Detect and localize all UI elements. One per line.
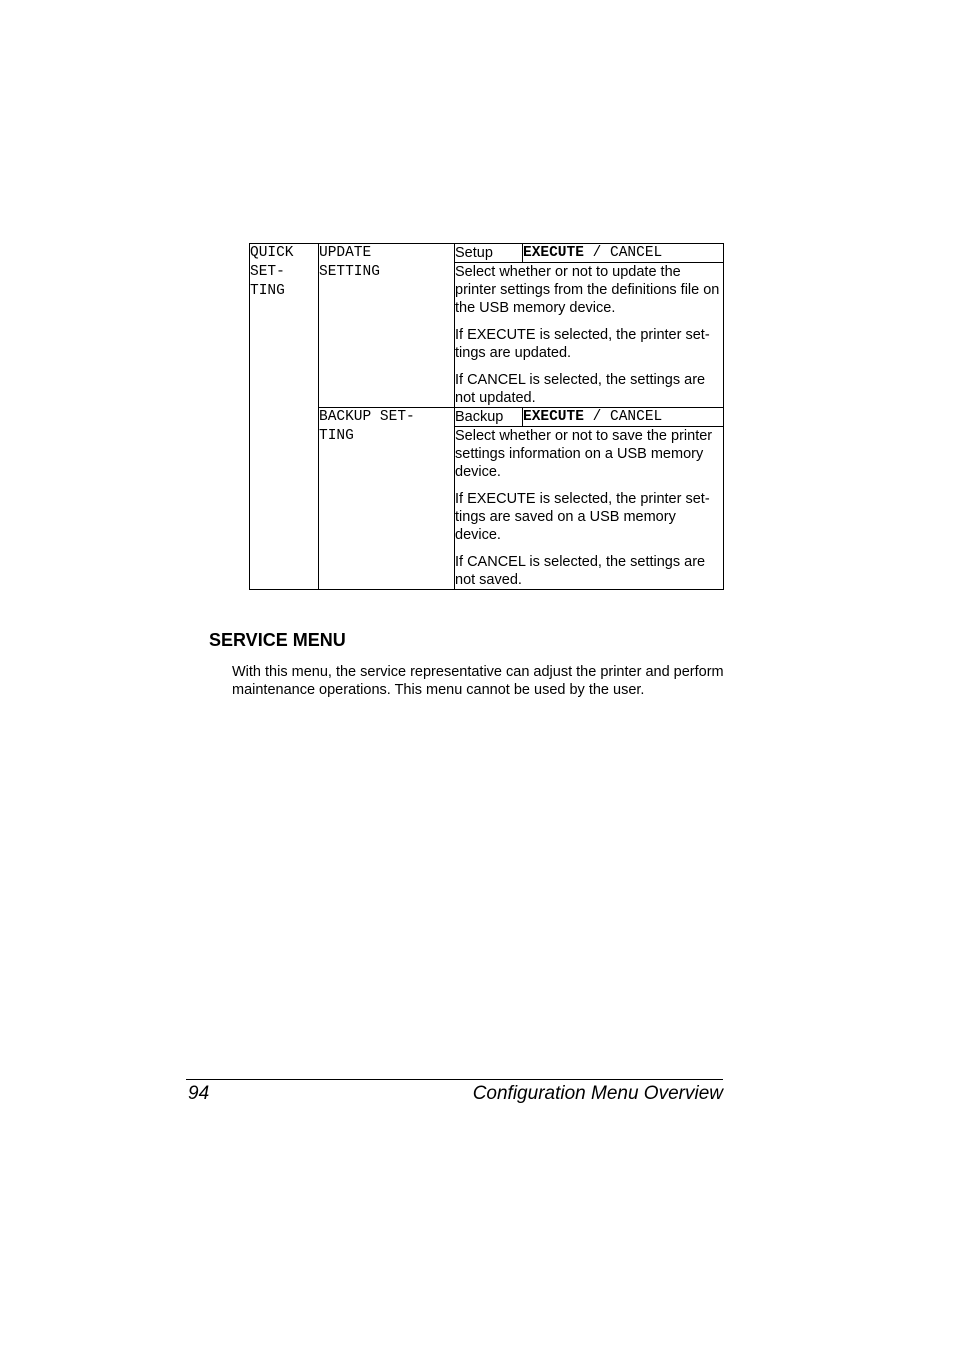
description-paragraph: If EXECUTE is selected, the printer set-tings are updated.	[455, 327, 710, 361]
quick-setting-table	[249, 243, 724, 590]
page-number: 94	[188, 1083, 210, 1104]
setting-description	[455, 263, 724, 408]
chapter-title: Configuration Menu Overview	[472, 1083, 723, 1104]
option-separator: /	[583, 245, 611, 261]
description-paragraph: Select whether or not to save the printer settings information on a USB memory device.	[455, 428, 713, 480]
default-option: EXECUTE	[523, 409, 584, 425]
submenu-cell: BACKUP SET- TING	[319, 408, 455, 590]
setting-options	[523, 408, 724, 427]
setting-label: Backup	[455, 408, 523, 427]
submenu-cell: UPDATE SETTING	[319, 244, 455, 408]
table-row	[250, 244, 724, 263]
option-separator: /	[583, 409, 611, 425]
description-paragraph: If EXECUTE is selected, the printer set-tings are saved on a USB memory device.	[455, 491, 710, 543]
default-option: EXECUTE	[523, 245, 584, 261]
setting-options	[523, 244, 724, 263]
setting-description	[455, 427, 724, 590]
setting-label: Setup	[455, 244, 523, 263]
footer-divider	[186, 1079, 723, 1080]
section-body-text: With this menu, the service representative can adjust the printer and perform maintenance operations. This menu cannot be used by the user.	[232, 664, 724, 698]
menu-cell: QUICK SET- TING	[250, 244, 319, 590]
description-paragraph: If CANCEL is selected, the settings are not updated.	[455, 372, 706, 406]
description-paragraph: If CANCEL is selected, the settings are not saved.	[455, 554, 706, 588]
alt-option: CANCEL	[610, 245, 663, 261]
description-paragraph: Select whether or not to update the printer settings from the definitions file on the USB memory device.	[455, 264, 720, 316]
alt-option: CANCEL	[610, 409, 663, 425]
section-heading: SERVICE MENU	[209, 630, 346, 650]
table-row	[250, 408, 724, 427]
